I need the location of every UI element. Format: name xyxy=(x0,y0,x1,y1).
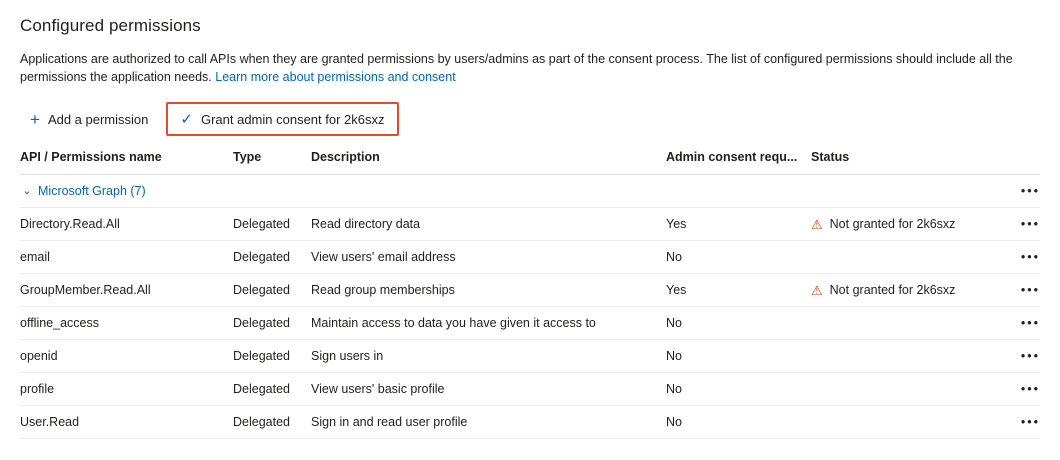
permission-description: Sign in and read user profile xyxy=(311,406,666,439)
group-name-cell xyxy=(20,175,233,208)
permission-type: Delegated xyxy=(233,274,311,307)
permission-type: Delegated xyxy=(233,307,311,340)
row-context-menu-button[interactable]: ••• xyxy=(996,406,1040,439)
header-status: Status xyxy=(811,150,996,175)
row-context-menu-button[interactable]: ••• xyxy=(996,208,1040,241)
table-group-row xyxy=(20,175,1040,208)
permission-admin-consent: No xyxy=(666,340,811,373)
table-row xyxy=(20,307,1040,340)
permission-type: Delegated xyxy=(233,373,311,406)
group-description-cell xyxy=(311,175,666,208)
group-status-cell xyxy=(811,175,996,208)
row-context-menu-button[interactable]: ••• xyxy=(996,241,1040,274)
description-text: Applications are authorized to call APIs when they are granted permissions by users/admins as part of the consent process. The list of configured permissions should include all the permissions the application needs. xyxy=(20,52,1013,84)
table-row xyxy=(20,241,1040,274)
add-permission-label: Add a permission xyxy=(47,111,149,127)
table-body xyxy=(20,175,1040,439)
configured-permissions-page xyxy=(0,16,1060,460)
group-admin-consent-cell xyxy=(666,175,811,208)
table-row xyxy=(20,373,1040,406)
page-title: Configured permissions xyxy=(20,16,201,35)
permission-status-cell xyxy=(811,373,996,406)
grant-admin-consent-button[interactable] xyxy=(170,103,394,135)
table-row xyxy=(20,340,1040,373)
permission-name[interactable]: GroupMember.Read.All xyxy=(20,274,233,307)
permission-description: Maintain access to data you have given it access to xyxy=(311,307,666,340)
permission-type: Delegated xyxy=(233,406,311,439)
permission-name[interactable]: Directory.Read.All xyxy=(20,208,233,241)
section-description xyxy=(20,50,1020,86)
permission-description: Sign users in xyxy=(311,340,666,373)
permission-status-cell xyxy=(811,340,996,373)
chevron-down-icon[interactable]: ⌄ xyxy=(22,185,32,197)
permission-status-cell xyxy=(811,208,996,241)
header-permissions-name: API / Permissions name xyxy=(20,150,233,175)
warning-icon: ⚠ xyxy=(811,216,823,232)
status-badge: Not granted for 2k6sxz xyxy=(829,217,956,231)
permission-description: View users' basic profile xyxy=(311,373,666,406)
permission-description: View users' email address xyxy=(311,241,666,274)
table-row xyxy=(20,406,1040,439)
add-permission-button[interactable] xyxy=(20,103,158,135)
table-row xyxy=(20,274,1040,307)
grant-consent-highlight xyxy=(166,102,398,136)
permission-admin-consent: No xyxy=(666,373,811,406)
group-label-microsoft-graph[interactable]: Microsoft Graph (7) xyxy=(38,184,146,198)
header-admin-consent: Admin consent requ... xyxy=(666,150,811,175)
permission-type: Delegated xyxy=(233,340,311,373)
permission-status-cell xyxy=(811,274,996,307)
table-header-row xyxy=(20,150,1040,175)
permission-status-cell xyxy=(811,307,996,340)
plus-icon: + xyxy=(30,109,40,129)
row-context-menu-button[interactable]: ••• xyxy=(996,274,1040,307)
checkmark-icon: ✓ xyxy=(180,110,193,128)
permission-admin-consent: Yes xyxy=(666,274,811,307)
row-context-menu-button[interactable]: ••• xyxy=(996,340,1040,373)
permission-description: Read group memberships xyxy=(311,274,666,307)
permission-name[interactable]: User.Read xyxy=(20,406,233,439)
permission-name[interactable]: offline_access xyxy=(20,307,233,340)
permission-description: Read directory data xyxy=(311,208,666,241)
warning-icon: ⚠ xyxy=(811,282,823,298)
header-menu xyxy=(996,150,1040,175)
permission-status-cell xyxy=(811,406,996,439)
row-context-menu-button[interactable]: ••• xyxy=(996,373,1040,406)
permission-status-cell xyxy=(811,241,996,274)
row-context-menu-button[interactable]: ••• xyxy=(996,307,1040,340)
permission-name[interactable]: openid xyxy=(20,340,233,373)
header-type: Type xyxy=(233,150,311,175)
permission-admin-consent: Yes xyxy=(666,208,811,241)
group-context-menu-button[interactable]: ••• xyxy=(996,175,1040,208)
permission-admin-consent: No xyxy=(666,241,811,274)
permission-admin-consent: No xyxy=(666,406,811,439)
permissions-table xyxy=(20,150,1040,439)
header-description: Description xyxy=(311,150,666,175)
grant-consent-label: Grant admin consent for 2k6sxz xyxy=(200,111,385,127)
command-bar xyxy=(20,102,1060,136)
permission-name[interactable]: email xyxy=(20,241,233,274)
permission-admin-consent: No xyxy=(666,307,811,340)
status-badge: Not granted for 2k6sxz xyxy=(829,283,956,297)
permission-name[interactable]: profile xyxy=(20,373,233,406)
learn-more-link[interactable]: Learn more about permissions and consent xyxy=(215,70,456,84)
permission-type: Delegated xyxy=(233,208,311,241)
table-row xyxy=(20,208,1040,241)
permission-type: Delegated xyxy=(233,241,311,274)
group-type-cell xyxy=(233,175,311,208)
